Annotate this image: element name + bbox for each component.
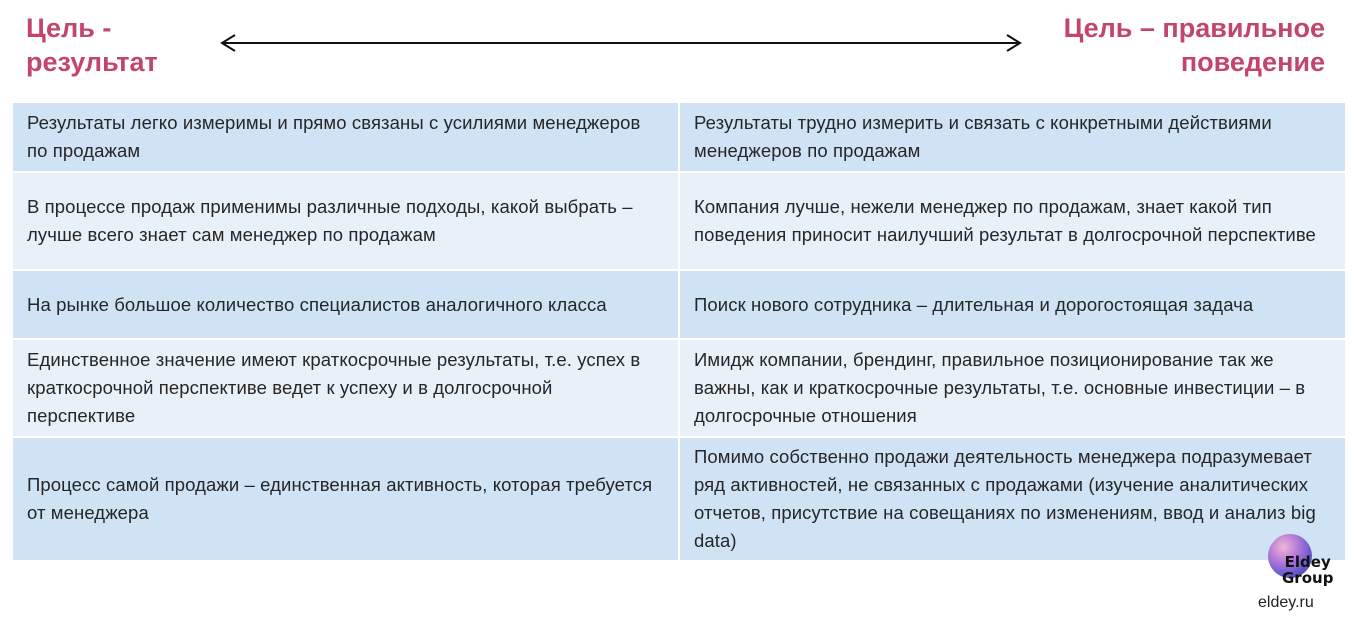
logo-text — [1282, 554, 1333, 586]
site-url: eldey.ru — [1258, 594, 1314, 611]
table-cell-left: Процесс самой продажи – единственная активность, которая требуется от менеджера — [13, 438, 678, 560]
table-cell-right: Результаты трудно измерить и связать с конкретными действиями менеджеров по продажам — [680, 103, 1345, 171]
table-cell-right: Компания лучше, нежели менеджер по продажам, знает какой тип поведения приносит наилучший результат в долгосрочной перспективе — [680, 173, 1345, 269]
right-heading — [1064, 11, 1325, 79]
table-cell-left: В процессе продаж применимы различные подходы, какой выбрать – лучше всего знает сам менеджер по продажам — [13, 173, 678, 269]
table-cell-right: Помимо собственно продажи деятельность менеджера подразумевает ряд активностей, не связанных с продажами (изучение аналитических отчетов, присутствие на совещаниях по изменениям, ввод и анализ big data) — [680, 438, 1345, 560]
logo-line2: Group — [1282, 569, 1334, 587]
left-heading-line2: результат — [26, 47, 158, 77]
left-heading — [26, 11, 158, 79]
table-cell-left: Результаты легко измеримы и прямо связаны с усилиями менеджеров по продажам — [13, 103, 678, 171]
table-cell-right: Поиск нового сотрудника – длительная и дорогостоящая задача — [680, 271, 1345, 338]
table-cell-left: На рынке большое количество специалистов аналогичного класса — [13, 271, 678, 338]
right-heading-line1: Цель – правильное — [1063, 13, 1325, 43]
table-cell-left: Единственное значение имеют краткосрочные результаты, т.е. успех в краткосрочной перспективе ведет к успеху и в долгосрочной перспективе — [13, 340, 678, 436]
logo-line1: Eldey — [1284, 553, 1331, 571]
double-arrow-icon — [217, 32, 1025, 54]
table-cell-right: Имидж компании, брендинг, правильное позиционирование так же важны, как и краткосрочные результаты, т.е. основные инвестиции – в долгосрочные отношения — [680, 340, 1345, 436]
right-heading-line2: поведение — [1180, 47, 1325, 77]
comparison-table — [13, 103, 1345, 560]
eldey-group-logo — [1262, 530, 1340, 594]
left-heading-line1: Цель - — [26, 13, 112, 43]
